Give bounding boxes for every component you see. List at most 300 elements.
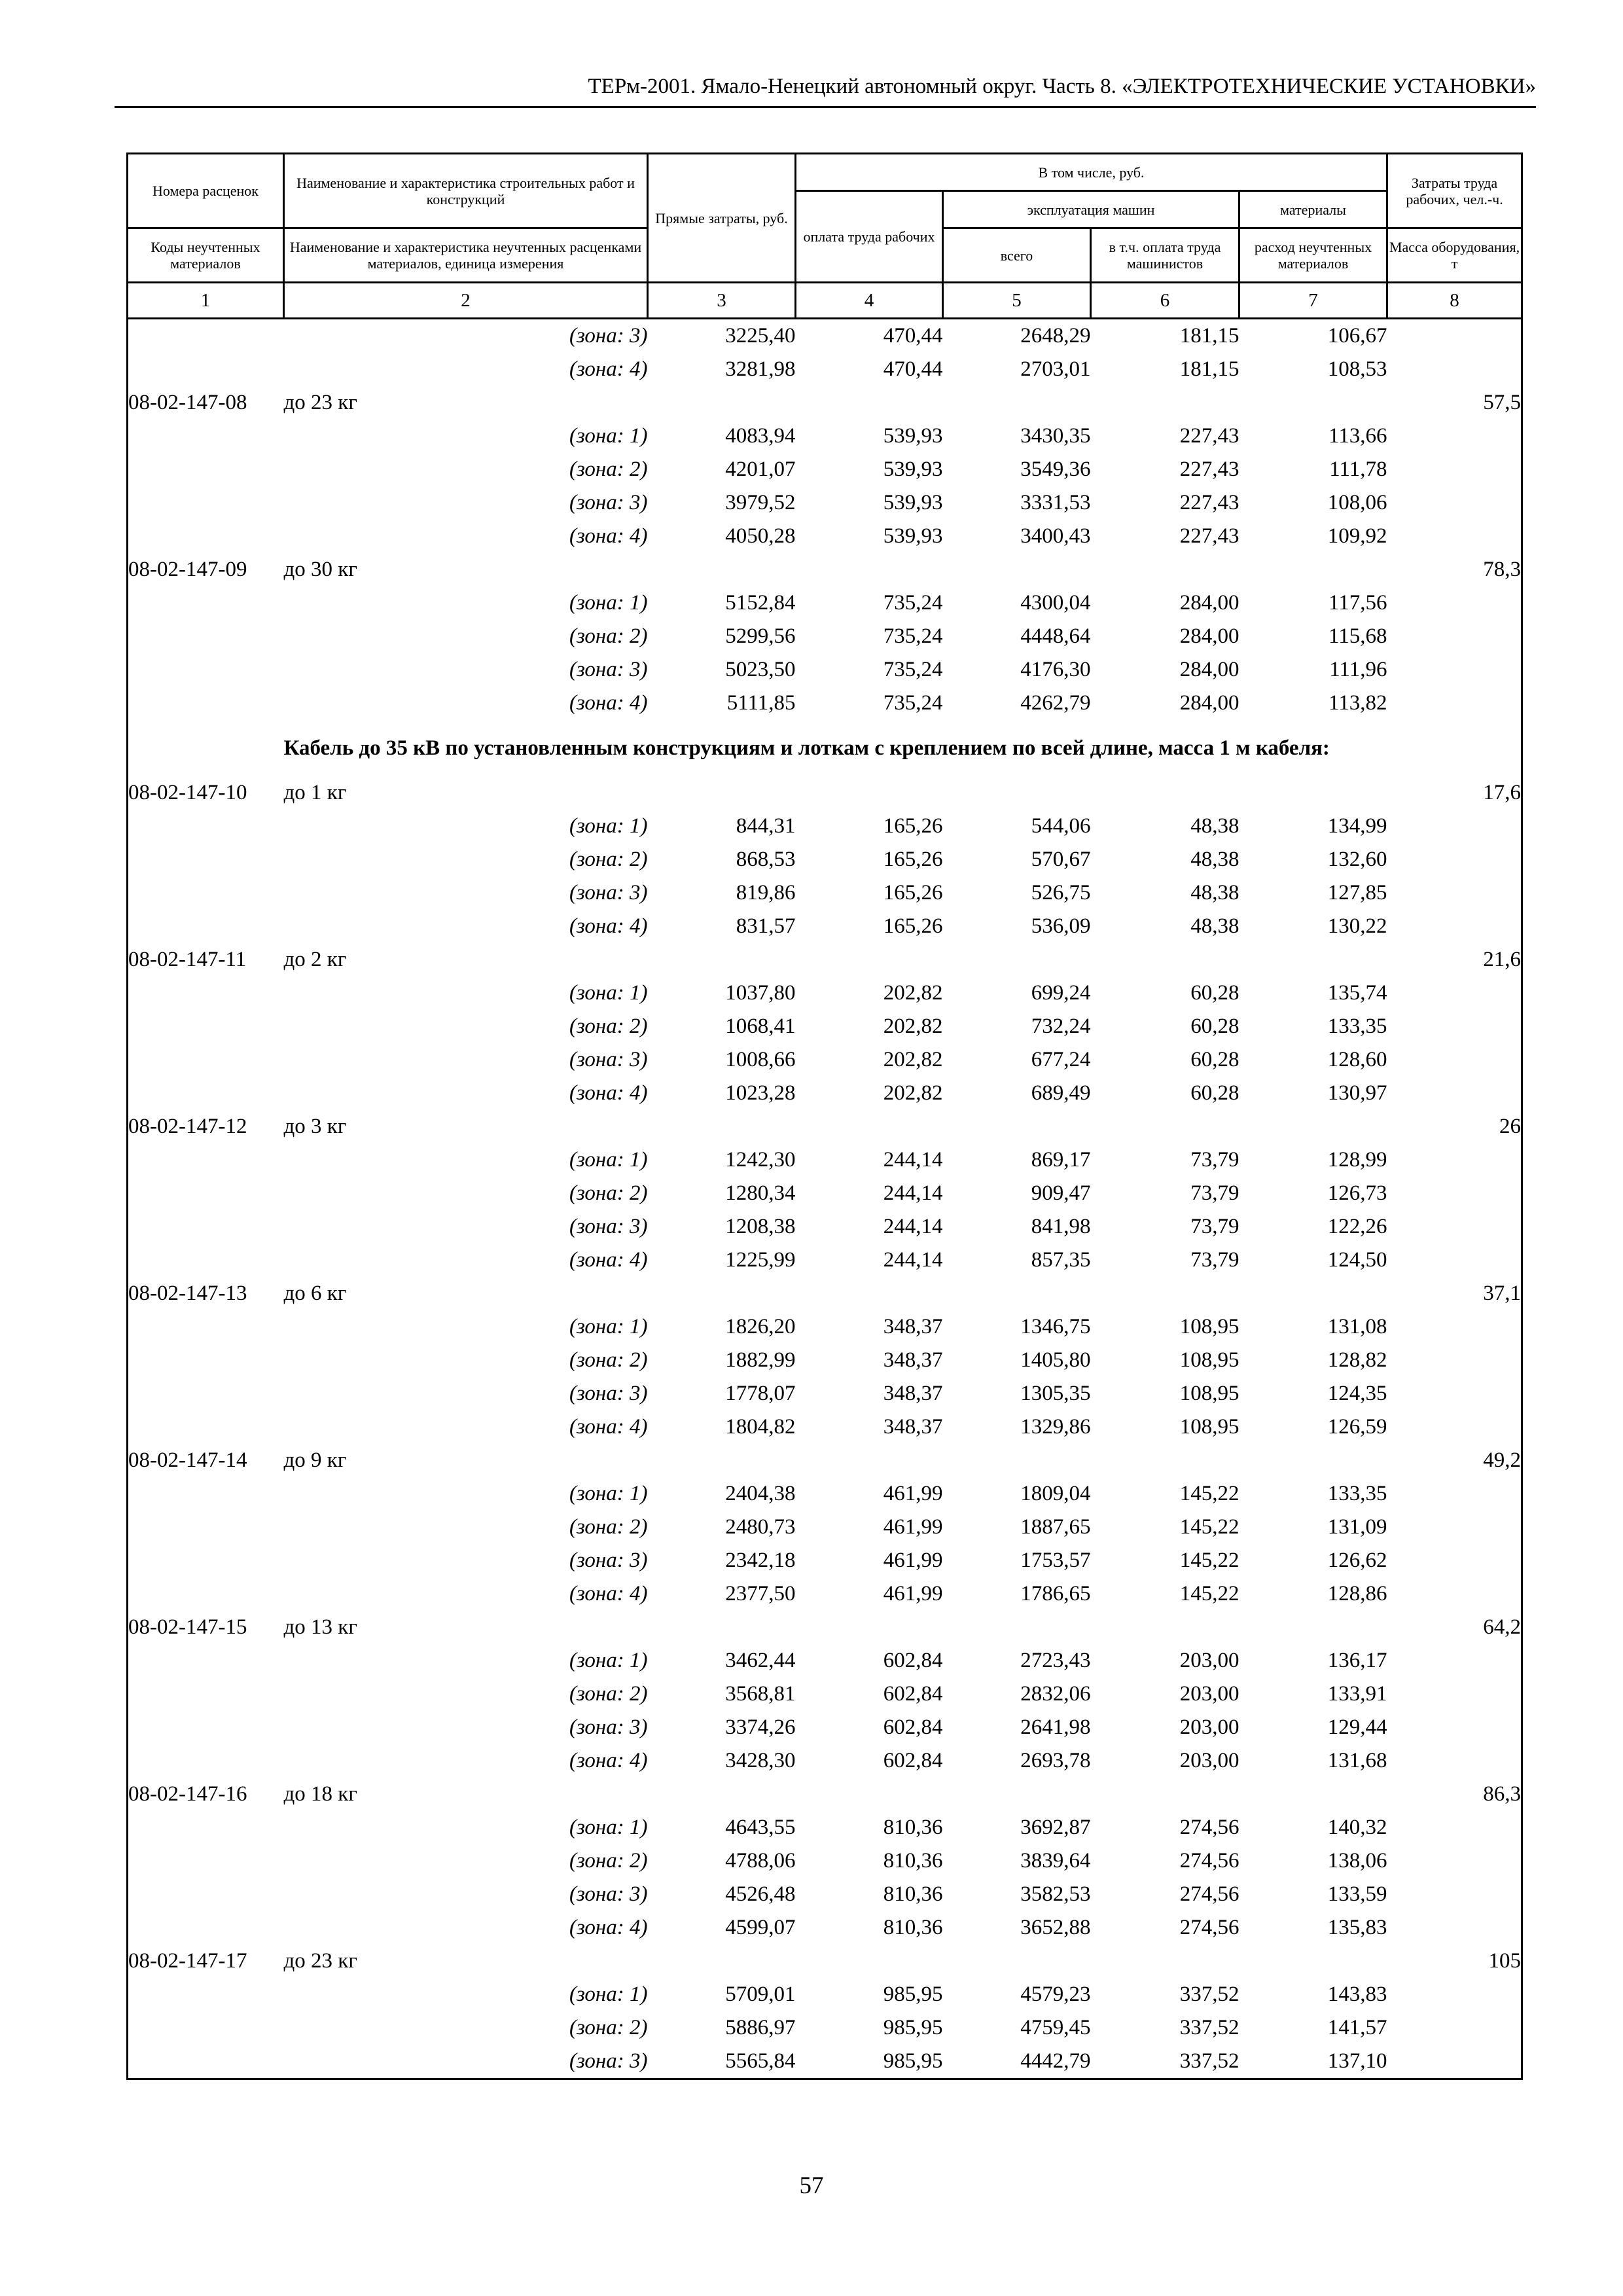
rate-code: 08-02-147-13 <box>128 1282 247 1305</box>
machines-total: 732,24 <box>1031 1014 1091 1038</box>
machines-operators: 227,43 <box>1179 424 1240 448</box>
rate-row <box>128 943 1522 977</box>
machines-operators: 145,22 <box>1179 1549 1240 1572</box>
rate-code: 08-02-147-14 <box>128 1448 247 1472</box>
labor-pay: 810,36 <box>883 1882 943 1906</box>
empty-cell <box>1240 1277 1387 1310</box>
machines-total: 2723,43 <box>1020 1649 1091 1672</box>
direct-costs: 3428,30 <box>725 1749 796 1772</box>
zone-row <box>128 1511 1522 1544</box>
machines-operators: 60,28 <box>1190 981 1240 1005</box>
direct-costs: 831,57 <box>736 914 796 938</box>
zone-label: (зона: 4) <box>569 1749 648 1772</box>
materials: 108,53 <box>1327 357 1387 381</box>
machines-operators: 145,22 <box>1179 1582 1240 1605</box>
labor-pay: 244,14 <box>883 1248 943 1272</box>
header-machines-total: всего <box>943 228 1091 283</box>
header-including: В том числе, руб. <box>796 154 1387 191</box>
labor-hours-cell <box>1387 1244 1522 1277</box>
labor-pay: 735,24 <box>883 691 943 715</box>
labor-hours-cell <box>1387 353 1522 386</box>
zone-row <box>128 1811 1522 1844</box>
direct-costs: 868,53 <box>736 848 796 871</box>
rate-name: до 18 кг <box>283 1782 357 1806</box>
machines-total: 869,17 <box>1031 1148 1091 1172</box>
zone-label: (зона: 2) <box>569 1682 648 1706</box>
zone-row <box>128 687 1522 720</box>
empty-cell <box>1240 1110 1387 1143</box>
labor-pay: 985,95 <box>883 2016 943 2039</box>
labor-hours: 37,1 <box>1483 1282 1522 1305</box>
materials: 140,32 <box>1327 1816 1387 1839</box>
empty-cell <box>1091 386 1240 420</box>
machines-total: 677,24 <box>1031 1048 1091 1071</box>
labor-pay: 202,82 <box>883 1081 943 1105</box>
labor-pay: 461,99 <box>883 1515 943 1539</box>
labor-hours-cell <box>1387 2011 1522 2045</box>
zone-row <box>128 1978 1522 2011</box>
machines-total: 2641,98 <box>1020 1715 1091 1739</box>
labor-hours-cell <box>1387 1410 1522 1444</box>
column-number: 5 <box>943 283 1091 319</box>
labor-hours: 78,3 <box>1483 558 1522 581</box>
direct-costs: 819,86 <box>736 881 796 905</box>
materials: 111,78 <box>1329 457 1387 481</box>
empty-cell <box>943 1444 1091 1477</box>
labor-hours-cell <box>1387 586 1522 620</box>
direct-costs: 3979,52 <box>725 491 796 514</box>
zone-label: (зона: 1) <box>569 424 648 448</box>
labor-pay: 985,95 <box>883 1982 943 2006</box>
machines-operators: 227,43 <box>1179 524 1240 548</box>
labor-hours-cell <box>1387 1911 1522 1945</box>
materials: 136,17 <box>1327 1649 1387 1672</box>
code-cell <box>128 1511 284 1544</box>
code-cell <box>128 1344 284 1377</box>
code-cell <box>128 1210 284 1244</box>
zone-row <box>128 1310 1522 1344</box>
direct-costs: 1225,99 <box>725 1248 796 1272</box>
rate-name: до 9 кг <box>283 1448 347 1472</box>
code-cell <box>128 353 284 386</box>
empty-cell <box>1091 776 1240 810</box>
labor-pay: 461,99 <box>883 1482 943 1505</box>
column-number: 6 <box>1091 283 1240 319</box>
rate-code: 08-02-147-12 <box>128 1115 247 1138</box>
header-materials: материалы <box>1240 191 1387 228</box>
empty-cell <box>1240 1945 1387 1978</box>
empty-cell <box>1240 1778 1387 1811</box>
labor-pay: 348,37 <box>883 1315 943 1338</box>
section-title: Кабель до 35 кВ по установленным конструкциям и лоткам с креплением по всей длине, масса 1 м кабеля: <box>283 736 1330 760</box>
zone-label: (зона: 1) <box>569 1649 648 1672</box>
code-cell <box>128 1010 284 1043</box>
machines-operators: 284,00 <box>1179 658 1240 681</box>
direct-costs: 5111,85 <box>726 691 796 715</box>
materials: 128,82 <box>1327 1348 1387 1372</box>
code-cell <box>128 1911 284 1945</box>
zone-label: (зона: 4) <box>569 914 648 938</box>
machines-total: 1786,65 <box>1020 1582 1091 1605</box>
zone-label: (зона: 2) <box>569 2016 648 2039</box>
zone-row <box>128 1410 1522 1444</box>
labor-pay: 244,14 <box>883 1181 943 1205</box>
materials: 135,83 <box>1327 1916 1387 1939</box>
direct-costs: 2342,18 <box>725 1549 796 1572</box>
zone-row <box>128 1344 1522 1377</box>
zone-label: (зона: 3) <box>569 1882 648 1906</box>
zone-label: (зона: 1) <box>569 591 648 615</box>
materials: 111,96 <box>1329 658 1387 681</box>
machines-total: 2703,01 <box>1020 357 1091 381</box>
code-cell <box>128 486 284 520</box>
zone-row <box>128 876 1522 910</box>
labor-pay: 470,44 <box>883 324 943 348</box>
rate-row <box>128 776 1522 810</box>
materials: 113,66 <box>1329 424 1387 448</box>
zone-label: (зона: 1) <box>569 1982 648 2006</box>
labor-pay: 348,37 <box>883 1382 943 1405</box>
machines-total: 2648,29 <box>1020 324 1091 348</box>
empty-cell <box>1240 1444 1387 1477</box>
direct-costs: 5565,84 <box>725 2049 796 2073</box>
zone-label: (зона: 1) <box>569 1816 648 1839</box>
labor-hours-cell <box>1387 1644 1522 1677</box>
rate-row <box>128 1444 1522 1477</box>
zone-label: (зона: 4) <box>569 1582 648 1605</box>
code-cell <box>128 319 284 353</box>
machines-operators: 181,15 <box>1179 324 1240 348</box>
rate-name: до 30 кг <box>283 558 357 581</box>
direct-costs: 4788,06 <box>725 1849 796 1873</box>
labor-hours-cell <box>1387 453 1522 486</box>
machines-total: 3400,43 <box>1020 524 1091 548</box>
materials: 134,99 <box>1327 814 1387 838</box>
zone-row <box>128 1010 1522 1043</box>
section-row <box>128 720 1522 776</box>
machines-operators: 48,38 <box>1190 814 1240 838</box>
empty-cell <box>1091 1778 1240 1811</box>
machines-total: 4442,79 <box>1020 2049 1091 2073</box>
materials: 113,82 <box>1329 691 1387 715</box>
column-number: 4 <box>796 283 943 319</box>
labor-pay: 244,14 <box>883 1215 943 1238</box>
empty-cell <box>1091 1277 1240 1310</box>
empty-cell <box>796 1110 943 1143</box>
labor-pay: 602,84 <box>883 1749 943 1772</box>
empty-cell <box>1240 943 1387 977</box>
direct-costs: 1826,20 <box>725 1315 796 1338</box>
labor-hours-cell <box>1387 486 1522 520</box>
empty-cell <box>796 943 943 977</box>
direct-costs: 1804,82 <box>725 1415 796 1439</box>
labor-hours-cell <box>1387 1477 1522 1511</box>
empty-cell <box>1240 1611 1387 1644</box>
header-material-names: Наименование и характеристика неучтенных расценками материалов, единица измерения <box>284 228 648 283</box>
labor-hours: 21,6 <box>1483 948 1522 971</box>
labor-pay: 348,37 <box>883 1348 943 1372</box>
machines-operators: 284,00 <box>1179 691 1240 715</box>
zone-label: (зона: 1) <box>569 814 648 838</box>
empty-cell <box>943 553 1091 586</box>
machines-operators: 337,52 <box>1179 2016 1240 2039</box>
empty-cell <box>796 1277 943 1310</box>
empty-cell <box>648 1611 796 1644</box>
materials: 106,67 <box>1327 324 1387 348</box>
zone-label: (зона: 3) <box>569 1549 648 1572</box>
labor-hours-cell <box>1387 1844 1522 1878</box>
zone-label: (зона: 2) <box>569 1348 648 1372</box>
zone-row <box>128 620 1522 653</box>
labor-pay: 735,24 <box>883 624 943 648</box>
labor-pay: 810,36 <box>883 1816 943 1839</box>
machines-operators: 274,56 <box>1179 1816 1240 1839</box>
rate-row <box>128 1945 1522 1978</box>
zone-row <box>128 1377 1522 1410</box>
rate-name: до 23 кг <box>283 1949 357 1973</box>
zone-label: (зона: 3) <box>569 881 648 905</box>
labor-hours-cell <box>1387 910 1522 943</box>
machines-total: 1405,80 <box>1020 1348 1091 1372</box>
labor-hours: 26 <box>1499 1115 1522 1138</box>
machines-operators: 108,95 <box>1179 1315 1240 1338</box>
rate-name: до 6 кг <box>283 1282 347 1305</box>
zone-label: (зона: 3) <box>569 324 648 348</box>
zone-label: (зона: 1) <box>569 981 648 1005</box>
rate-code: 08-02-147-09 <box>128 558 247 581</box>
zone-label: (зона: 2) <box>569 848 648 871</box>
direct-costs: 4201,07 <box>725 457 796 481</box>
zone-row <box>128 843 1522 876</box>
zone-row <box>128 1177 1522 1210</box>
machines-total: 689,49 <box>1031 1081 1091 1105</box>
materials: 133,59 <box>1327 1882 1387 1906</box>
section-code-cell <box>128 720 284 776</box>
zone-label: (зона: 2) <box>569 624 648 648</box>
materials: 126,62 <box>1327 1549 1387 1572</box>
zone-row <box>128 810 1522 843</box>
header-material-codes: Коды неучтенных материалов <box>128 228 284 283</box>
machines-total: 1346,75 <box>1020 1315 1091 1338</box>
code-cell <box>128 1878 284 1911</box>
zone-row <box>128 1644 1522 1677</box>
zone-label: (зона: 4) <box>569 691 648 715</box>
empty-cell <box>648 776 796 810</box>
empty-cell <box>796 1945 943 1978</box>
labor-pay: 202,82 <box>883 981 943 1005</box>
labor-pay: 202,82 <box>883 1048 943 1071</box>
zone-label: (зона: 1) <box>569 1315 648 1338</box>
rate-code: 08-02-147-08 <box>128 391 247 414</box>
machines-total: 1809,04 <box>1020 1482 1091 1505</box>
materials: 128,86 <box>1327 1582 1387 1605</box>
labor-pay: 602,84 <box>883 1682 943 1706</box>
header-materials-unaccounted: расход неучтенных материалов <box>1240 228 1387 283</box>
machines-operators: 60,28 <box>1190 1081 1240 1105</box>
code-cell <box>128 1244 284 1277</box>
direct-costs: 3462,44 <box>725 1649 796 1672</box>
code-cell <box>128 1644 284 1677</box>
empty-cell <box>796 1611 943 1644</box>
materials: 133,35 <box>1327 1482 1387 1505</box>
zone-label: (зона: 2) <box>569 1014 648 1038</box>
materials: 128,60 <box>1327 1048 1387 1071</box>
header-machines: эксплуатация машин <box>943 191 1240 228</box>
rate-code: 08-02-147-17 <box>128 1949 247 1973</box>
empty-cell <box>1091 1444 1240 1477</box>
zone-row <box>128 1577 1522 1611</box>
code-cell <box>128 1410 284 1444</box>
labor-hours-cell <box>1387 1711 1522 1744</box>
materials: 109,92 <box>1327 524 1387 548</box>
zone-label: (зона: 4) <box>569 1081 648 1105</box>
machines-total: 4176,30 <box>1020 658 1091 681</box>
materials: 128,99 <box>1327 1148 1387 1172</box>
zone-label: (зона: 4) <box>569 1415 648 1439</box>
zone-label: (зона: 4) <box>569 357 648 381</box>
empty-cell <box>1240 386 1387 420</box>
labor-pay: 202,82 <box>883 1014 943 1038</box>
machines-operators: 337,52 <box>1179 1982 1240 2006</box>
empty-cell <box>1091 1945 1240 1978</box>
header-direct-costs: Прямые затраты, руб. <box>648 154 796 283</box>
direct-costs: 1037,80 <box>725 981 796 1005</box>
labor-pay: 810,36 <box>883 1916 943 1939</box>
machines-operators: 337,52 <box>1179 2049 1240 2073</box>
zone-row <box>128 1744 1522 1778</box>
rate-row <box>128 1778 1522 1811</box>
code-cell <box>128 876 284 910</box>
machines-operators: 203,00 <box>1179 1649 1240 1672</box>
materials: 133,35 <box>1327 1014 1387 1038</box>
labor-hours-cell <box>1387 1077 1522 1110</box>
machines-operators: 60,28 <box>1190 1014 1240 1038</box>
zone-label: (зона: 3) <box>569 491 648 514</box>
zone-label: (зона: 2) <box>569 1181 648 1205</box>
labor-hours: 64,2 <box>1483 1615 1522 1639</box>
machines-operators: 108,95 <box>1179 1382 1240 1405</box>
direct-costs: 1242,30 <box>725 1148 796 1172</box>
labor-hours-cell <box>1387 843 1522 876</box>
empty-cell <box>796 386 943 420</box>
direct-costs: 2377,50 <box>725 1582 796 1605</box>
labor-hours-cell <box>1387 1143 1522 1177</box>
machines-operators: 73,79 <box>1190 1248 1240 1272</box>
materials: 126,59 <box>1327 1415 1387 1439</box>
labor-pay: 165,26 <box>883 814 943 838</box>
empty-cell <box>796 1778 943 1811</box>
direct-costs: 1882,99 <box>725 1348 796 1372</box>
direct-costs: 4526,48 <box>725 1882 796 1906</box>
code-cell <box>128 1744 284 1778</box>
machines-operators: 274,56 <box>1179 1849 1240 1873</box>
machines-total: 699,24 <box>1031 981 1091 1005</box>
zone-row <box>128 1043 1522 1077</box>
labor-hours-cell <box>1387 2045 1522 2079</box>
materials: 127,85 <box>1327 881 1387 905</box>
zone-row <box>128 910 1522 943</box>
code-cell <box>128 1811 284 1844</box>
machines-total: 1305,35 <box>1020 1382 1091 1405</box>
materials: 131,68 <box>1327 1749 1387 1772</box>
labor-pay: 539,93 <box>883 457 943 481</box>
labor-pay: 539,93 <box>883 424 943 448</box>
empty-cell <box>1091 943 1240 977</box>
machines-total: 1887,65 <box>1020 1515 1091 1539</box>
machines-total: 841,98 <box>1031 1215 1091 1238</box>
code-cell <box>128 1844 284 1878</box>
page-number: 57 <box>799 2172 824 2199</box>
empty-cell <box>648 1945 796 1978</box>
empty-cell <box>1240 553 1387 586</box>
materials: 131,09 <box>1327 1515 1387 1539</box>
zone-row <box>128 319 1522 353</box>
header-equipment-mass: Масса оборудования, т <box>1387 228 1522 283</box>
labor-hours-cell <box>1387 620 1522 653</box>
machines-total: 3549,36 <box>1020 457 1091 481</box>
direct-costs: 3568,81 <box>725 1682 796 1706</box>
column-number: 2 <box>284 283 648 319</box>
direct-costs: 5152,84 <box>725 591 796 615</box>
machines-total: 3692,87 <box>1020 1816 1091 1839</box>
empty-cell <box>943 386 1091 420</box>
zone-row <box>128 520 1522 553</box>
code-cell <box>128 687 284 720</box>
labor-hours-cell <box>1387 1344 1522 1377</box>
labor-pay: 165,26 <box>883 881 943 905</box>
zone-row <box>128 1244 1522 1277</box>
labor-pay: 165,26 <box>883 914 943 938</box>
empty-cell <box>796 776 943 810</box>
machines-total: 1753,57 <box>1020 1549 1091 1572</box>
empty-cell <box>648 1778 796 1811</box>
code-cell <box>128 520 284 553</box>
machines-total: 4759,45 <box>1020 2016 1091 2039</box>
machines-operators: 145,22 <box>1179 1482 1240 1505</box>
labor-pay: 461,99 <box>883 1582 943 1605</box>
column-number: 1 <box>128 283 284 319</box>
code-cell <box>128 977 284 1010</box>
materials: 135,74 <box>1327 981 1387 1005</box>
rate-row <box>128 386 1522 420</box>
labor-hours-cell <box>1387 1377 1522 1410</box>
labor-pay: 735,24 <box>883 658 943 681</box>
empty-cell <box>648 1277 796 1310</box>
machines-operators: 73,79 <box>1190 1181 1240 1205</box>
code-cell <box>128 1310 284 1344</box>
zone-label: (зона: 4) <box>569 1916 648 1939</box>
machines-operators: 181,15 <box>1179 357 1240 381</box>
machines-total: 1329,86 <box>1020 1415 1091 1439</box>
zone-label: (зона: 2) <box>569 457 648 481</box>
code-cell <box>128 653 284 687</box>
machines-operators: 108,95 <box>1179 1348 1240 1372</box>
machines-total: 4579,23 <box>1020 1982 1091 2006</box>
labor-hours-cell <box>1387 1310 1522 1344</box>
table-header <box>128 154 1522 319</box>
direct-costs: 1778,07 <box>725 1382 796 1405</box>
direct-costs: 3374,26 <box>725 1715 796 1739</box>
rate-name: до 2 кг <box>283 948 347 971</box>
empty-cell <box>648 1444 796 1477</box>
machines-total: 3839,64 <box>1020 1849 1091 1873</box>
zone-row <box>128 1544 1522 1577</box>
direct-costs: 4083,94 <box>725 424 796 448</box>
direct-costs: 4050,28 <box>725 524 796 548</box>
rate-code: 08-02-147-15 <box>128 1615 247 1639</box>
machines-total: 3582,53 <box>1020 1882 1091 1906</box>
empty-cell <box>1091 553 1240 586</box>
